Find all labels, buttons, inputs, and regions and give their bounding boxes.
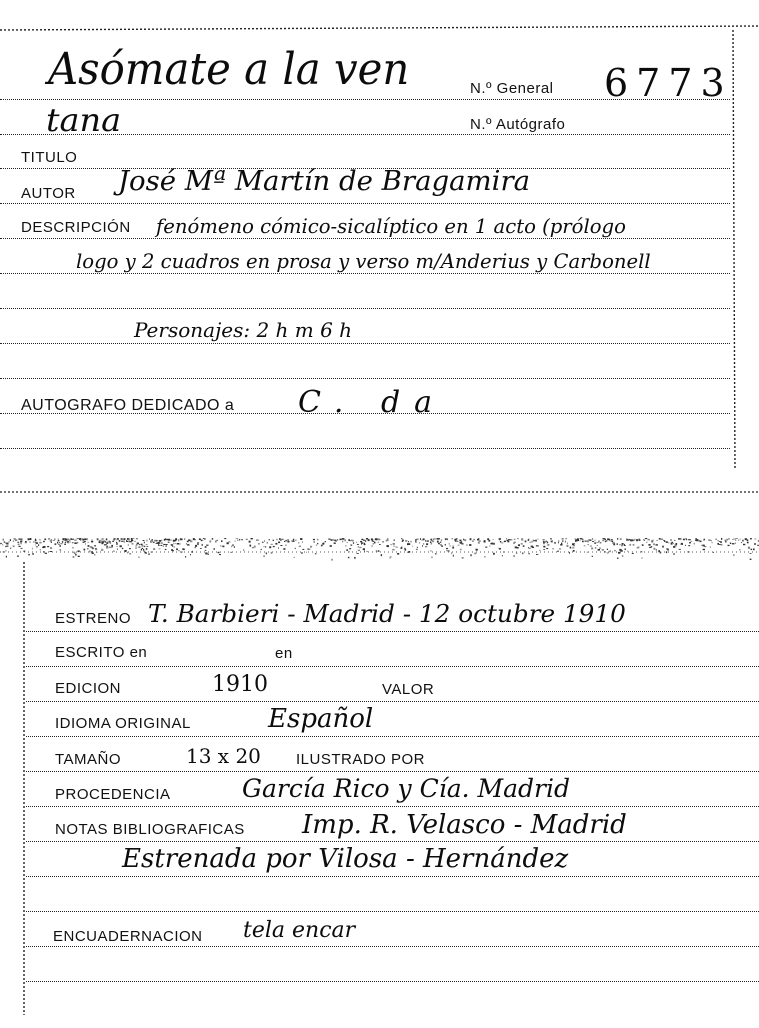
ruled-line	[26, 736, 759, 737]
idioma-original-value: Español	[268, 704, 374, 734]
handwritten-title-line1: Asómate a la ven	[48, 44, 410, 95]
escrito-en-label: ESCRITO en	[55, 644, 148, 661]
ruled-line	[26, 666, 759, 667]
ruled-line	[0, 203, 730, 204]
edicion-label: EDICION	[55, 680, 122, 697]
top-catalog-card	[0, 0, 759, 500]
ruled-line	[0, 238, 730, 239]
valor-label: VALOR	[382, 681, 435, 698]
ruled-line	[0, 308, 730, 309]
ruled-line	[26, 701, 759, 702]
ruled-line	[26, 876, 759, 877]
descripcion-value-line1: fenómeno cómico-sicalíptico en 1 acto (prólogo	[156, 214, 626, 238]
ruled-line	[0, 378, 730, 379]
encuadernacion-value: tela encar	[243, 918, 356, 943]
descripcion-label: DESCRIPCIÓN	[21, 219, 131, 236]
tamano-label: TAMAÑO	[55, 751, 122, 768]
ruled-line	[26, 771, 759, 772]
autografo-dedicado-label: AUTOGRAFO DEDICADO a	[21, 397, 235, 414]
escrito-en-second-label: en	[275, 645, 293, 662]
descripcion-value-line2: logo y 2 cuadros en prosa y verso m/Anderius y Carbonell	[76, 249, 651, 273]
handwritten-title-line2: tana	[46, 101, 122, 139]
ruled-line	[0, 343, 730, 344]
general-number-value: 6773	[604, 61, 733, 105]
estreno-value: T. Barbieri - Madrid - 12 octubre 1910	[148, 600, 626, 628]
ruled-line	[0, 273, 730, 274]
ruled-line	[0, 448, 730, 449]
notas-bibliograficas-line2: Estrenada por Vilosa - Hernández	[122, 844, 569, 874]
notas-bibliograficas-label: NOTAS BIBLIOGRAFICAS	[55, 821, 245, 838]
idioma-original-label: IDIOMA ORIGINAL	[55, 715, 191, 732]
edicion-value: 1910	[212, 672, 268, 697]
autor-label: AUTOR	[21, 185, 76, 202]
ruled-line	[26, 946, 759, 947]
notas-bibliograficas-value: Imp. R. Velasco - Madrid	[302, 810, 627, 840]
ruled-line	[26, 841, 759, 842]
estreno-label: ESTRENO	[55, 610, 132, 627]
procedencia-label: PROCEDENCIA	[55, 786, 171, 803]
encuadernacion-label: ENCUADERNACION	[53, 928, 203, 945]
ruled-line	[26, 806, 759, 807]
autografo-dedicado-value: C. da	[298, 385, 447, 420]
ruled-line	[26, 911, 759, 912]
titulo-label: TITULO	[21, 149, 78, 166]
tamano-value: 13 x 20	[186, 744, 261, 768]
bottom-catalog-card	[0, 540, 759, 1028]
general-number-label: N.º General	[470, 80, 554, 97]
personajes-value: Personajes: 2 h m 6 h	[134, 318, 353, 342]
autor-value: José Mª Martín de Bragamira	[118, 166, 531, 197]
ruled-line	[26, 981, 759, 982]
ruled-line	[26, 631, 759, 632]
procedencia-value: García Rico y Cía. Madrid	[242, 774, 570, 803]
autografo-number-label: N.º Autógrafo	[470, 116, 566, 133]
ilustrado-por-label: ILUSTRADO POR	[296, 751, 426, 768]
